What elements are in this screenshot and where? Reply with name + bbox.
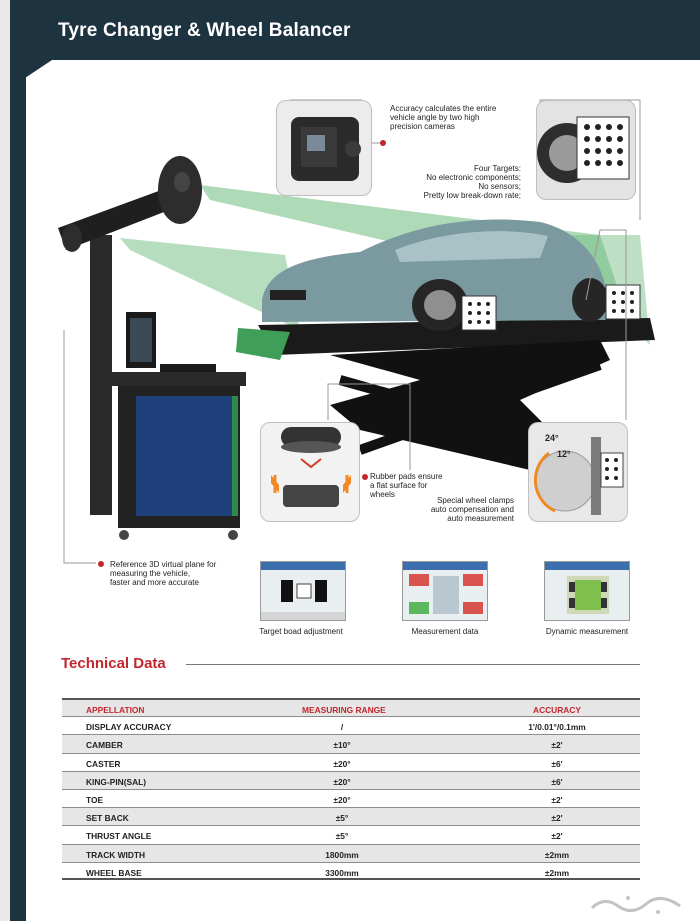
table-row — [62, 734, 640, 752]
table-row — [62, 753, 640, 771]
technical-data-table — [62, 698, 640, 880]
callout-line: faster and more accurate — [110, 578, 199, 587]
row-appellation: CASTER — [86, 758, 121, 769]
row-accuracy: ±2' — [551, 740, 563, 751]
wheel-clamp-inset — [528, 422, 628, 522]
callout-line: measuring the vehicle, — [110, 569, 191, 578]
callout-line: precision cameras — [390, 122, 455, 131]
virtual-plane-callout-dot — [98, 561, 104, 567]
rubber-pads-callout-dot — [362, 474, 368, 480]
callout-line: Special wheel clamps — [437, 496, 514, 505]
header-accuracy: ACCURACY — [533, 705, 581, 715]
header-measuring-range: MEASURING RANGE — [302, 705, 386, 715]
car-wheel-rear — [572, 278, 608, 322]
callout-line: vehicle angle by two high — [390, 113, 480, 122]
cabinet-top — [108, 372, 246, 386]
row-appellation: WHEEL BASE — [86, 867, 142, 878]
row-appellation: SET BACK — [86, 813, 129, 824]
page-title: Tyre Changer & Wheel Balancer — [58, 20, 351, 41]
callout-line: Four Targets: — [474, 164, 521, 173]
wheel-clamp-icon — [529, 423, 628, 522]
angle-12-label: 12° — [557, 449, 571, 459]
haraj-logo-icon — [584, 892, 694, 916]
callout-line: auto measurement — [447, 514, 514, 523]
angle-24-label: 24° — [545, 433, 559, 443]
row-appellation: CAMBER — [86, 740, 123, 751]
thumbnail-label: Target boad adjustment — [259, 627, 343, 636]
camera-callout-dot — [380, 140, 386, 146]
camera-inset — [276, 100, 372, 196]
rubber-pads-inset — [260, 422, 360, 522]
camera-icon — [277, 101, 372, 196]
row-appellation: THRUST ANGLE — [86, 831, 152, 842]
row-range: ±20° — [333, 776, 351, 787]
callout-line: Pretty low break-down rate; — [423, 191, 521, 200]
table-row — [62, 771, 640, 789]
row-range: 3300mm — [325, 867, 359, 878]
wheel-target-icon — [537, 101, 636, 200]
row-appellation: TOE — [86, 794, 104, 805]
table-row — [62, 862, 640, 880]
header-bar — [10, 0, 700, 60]
row-accuracy: ±2' — [551, 831, 563, 842]
row-range: ±20° — [333, 794, 351, 805]
row-range: 1800mm — [325, 849, 359, 860]
target-inset — [536, 100, 636, 200]
header-appellation: APPELLATION — [86, 705, 145, 715]
row-accuracy: ±2' — [551, 794, 563, 805]
row-appellation: TRACK WIDTH — [86, 849, 146, 860]
row-accuracy: ±2mm — [544, 849, 570, 860]
thumbnail-measurement-data — [402, 561, 488, 621]
row-accuracy: 1'/0.01°/0.1mm — [528, 722, 586, 733]
rubber-pad-icon — [261, 423, 360, 522]
row-accuracy: ±2mm — [544, 867, 570, 878]
thumbnail-label: Dynamic measurement — [545, 627, 629, 636]
row-range: ±5° — [335, 831, 349, 842]
callout-line: a flat surface for — [370, 481, 428, 490]
cameras-callout — [390, 104, 496, 131]
targets-callout — [380, 164, 521, 200]
table-header-row — [62, 698, 640, 716]
row-range: ±5° — [335, 813, 349, 824]
table-row — [62, 825, 640, 843]
table-row — [62, 844, 640, 862]
callout-line: auto compensation and — [430, 505, 514, 514]
row-accuracy: ±2' — [551, 813, 563, 824]
table-row — [62, 789, 640, 807]
callout-line: No electronic components; — [426, 173, 521, 182]
callout-line: wheels — [370, 490, 395, 499]
thumbnail-dynamic-measurement — [544, 561, 630, 621]
table-row — [62, 807, 640, 825]
cabinet-panel — [136, 396, 232, 516]
lift-ramp — [236, 328, 290, 360]
row-accuracy: ±6' — [551, 758, 563, 769]
row-accuracy: ±6' — [551, 776, 563, 787]
callout-line: Reference 3D virtual plane for — [110, 560, 217, 569]
callout-line: No sensors; — [478, 182, 521, 191]
thumbnail-label: Measurement data — [411, 627, 479, 636]
table-row — [62, 716, 640, 734]
virtual-plane-callout — [110, 560, 216, 587]
callout-line: Rubber pads ensure — [370, 472, 443, 481]
rubber-pads-callout — [370, 472, 443, 499]
row-range: ±20° — [333, 758, 351, 769]
callout-line: Accuracy calculates the entire — [390, 104, 497, 113]
thumbnail-target-adjustment — [260, 561, 346, 621]
section-rule — [186, 664, 640, 665]
section-title: Technical Data — [61, 655, 166, 672]
row-appellation: KING-PIN(SAL) — [86, 776, 147, 787]
row-range: ±10° — [333, 740, 351, 751]
clamps-callout — [408, 496, 514, 523]
row-range: / — [340, 722, 344, 733]
row-appellation: DISPLAY ACCURACY — [86, 722, 172, 733]
